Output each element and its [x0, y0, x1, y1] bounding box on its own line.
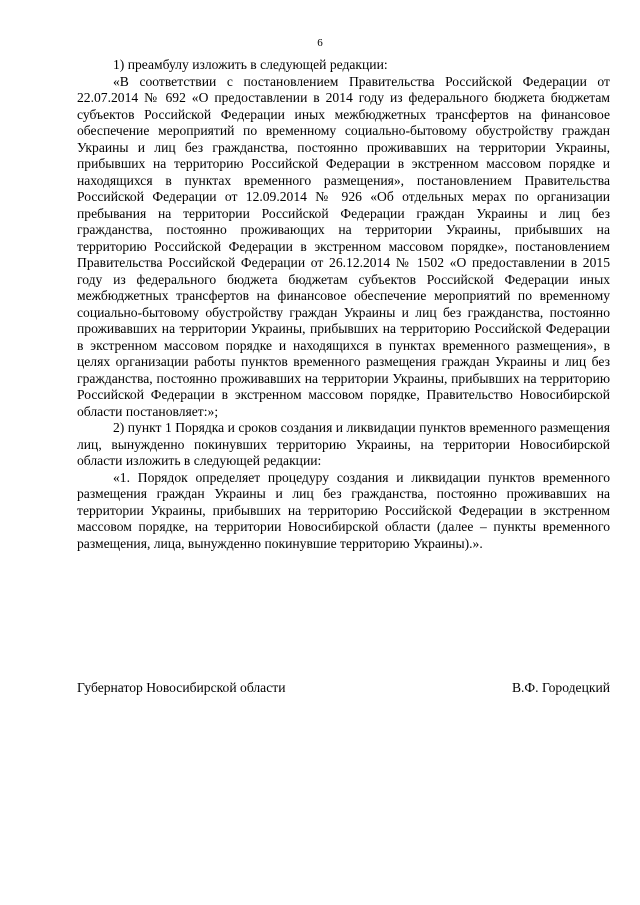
page-number: 6 — [317, 37, 323, 49]
paragraph-preamble-text: «В соответствии с постановлением Правительства Российской Федерации от 22.07.2014 № 692 «О предоставлении в 2014 году из федерального бюджета бюджетам субъектов Российской Федерации иных межбюджетных трансфертов на финансовое обеспечение мероприятий по временному социально-бытовому обустройству граждан Украины и лиц без гражданства, постоянно проживавших на территории Украины, прибывших на территорию Российской Федерации в экстренном массовом порядке и находящихся в пунктах временного размещения», постановлением Правительства Российской Федерации от 12.09.2014 № 926 «Об отдельных мерах по организации пребывания на территории Российской Федерации граждан Украины и лиц без гражданства, постоянно проживающих на территории Украины, прибывших на территорию Российской Федерации в экстренном массовом порядке», постановлением Правительства Российской Федерации от 26.12.2014 № 1502 «О предоставлении в 2015 году из федерального бюджета бюджетам субъектов Российской Федерации иных межбюджетных трансфертов на финансовое обеспечение мероприятий по временному социально-бытовому обустройству граждан Украины и лиц без гражданства, постоянно проживавших на территории Украины, прибывших на территорию Российской Федерации в экстренном массовом порядке и находящихся в пунктах временного размещения», в целях организации работы пунктов временного размещения граждан Украины и лиц без гражданства, постоянно проживавших на территории Украины, прибывших на территорию Российской Федерации в экстренном массовом порядке, Правительство Новосибирской области постановляет:»; — [77, 73, 610, 419]
signatory-name: В.Ф. Городецкий — [511, 680, 610, 695]
paragraph-item-instruction: 2) пункт 1 Порядка и сроков создания и ликвидации пунктов временного размещения лиц, вынужденно покинувших территорию Украины, на территории Новосибирской области изложить в следующей редакции: — [77, 420, 610, 468]
paragraph-item-text: «1. Порядок определяет процедуру создания и ликвидации пунктов временного размещения граждан Украины и лиц без гражданства, постоянно проживавших на территории Украины, прибывших на территорию Российской Федерации в экстренном массовом порядке, на территории Новосибирской области (далее – пункты временного размещения, лица, вынужденно покинувшие территорию Украины).». — [77, 469, 610, 551]
document-body — [77, 57, 610, 552]
paragraph-preamble-instruction: 1) преамбулу изложить в следующей редакции: — [113, 57, 388, 72]
signatory-position: Губернатор Новосибирской области — [77, 680, 286, 695]
signature-block — [77, 680, 610, 700]
